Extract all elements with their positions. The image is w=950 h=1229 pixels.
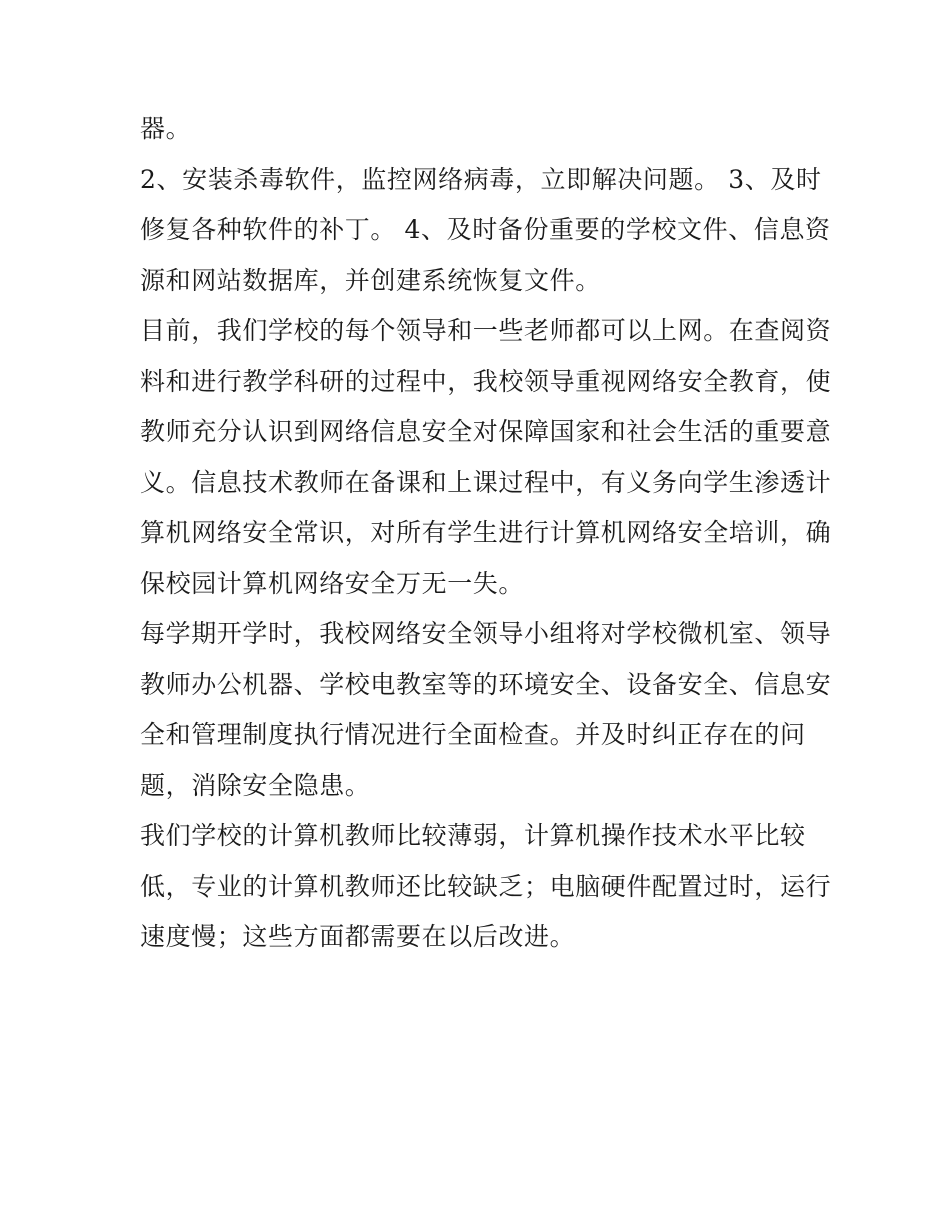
text-line: 义。信息技术教师在备课和上课过程中，有义务向学生渗透计 [140,467,832,497]
text-line: 目前，我们学校的每个领导和一些老师都可以上网。在查阅资 [140,316,832,345]
text-line: 教师充分认识到网络信息安全对保障国家和社会生活的重要意 [140,417,832,446]
text-line: 保校园计算机网络安全万无一失。 [140,568,525,598]
text-line: 修复各种软件的补丁。 4、及时备份重要的学校文件、信息资 [140,215,831,244]
text-line: 每学期开学时，我校网络安全领导小组将对学校微机室、领导 [140,619,832,648]
text-line: 我们学校的计算机教师比较薄弱，计算机操作技术水平比较 [140,821,806,850]
text-line: 教师办公机器、学校电教室等的环境安全、设备安全、信息安 [140,669,832,699]
text-line: 算机网络安全常识，对所有学生进行计算机网络安全培训，确 [140,518,832,547]
text-line: 全和管理制度执行情况进行全面检查。并及时纠正存在的问 [140,720,806,749]
document-body [140,108,832,967]
text-line: 2、安装杀毒软件，监控网络病毒，立即解决问题。 3、及时 [140,164,822,194]
text-line: 速度慢；这些方面都需要在以后改进。 [140,922,576,951]
text-line: 料和进行教学科研的过程中，我校领导重视网络安全教育，使 [140,366,832,396]
text-line: 器。 [140,114,192,143]
text-line: 题，消除安全隐患。 [140,770,371,800]
text-line: 低，专业的计算机教师还比较缺乏；电脑硬件配置过时，运行 [140,871,832,901]
text-line: 源和网站数据库，并创建系统恢复文件。 [140,265,601,295]
